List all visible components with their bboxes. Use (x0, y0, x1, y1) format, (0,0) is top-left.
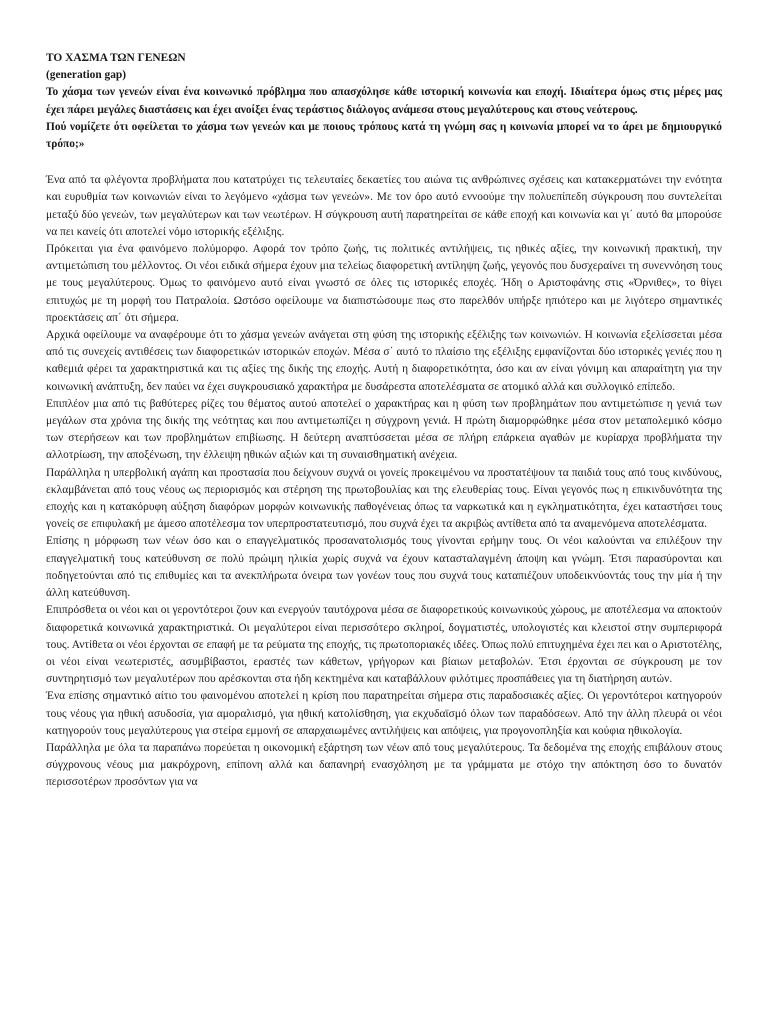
body-paragraph: Επίσης η μόρφωση των νέων όσο και ο επαγγελματικός προσανατολισμός τους γίνονται ερήμην τους. Οι νέοι καλούνται να επιλέξουν την επαγγελματική τους κατεύθυνση σε πολύ πρώιμη ηλικία χωρίς συχνά να έχουν κατασταλαγμένη άποψη και γνώμη. Έτσι παρασύρονται και ποδηγετούνται από τις επιθυμίες και τα ανεκπλήρωτα όνειρα των γονέων τους που συχνά τους καταπιέζουν υποδεικνύοντάς τους την μία ή την άλλη κατεύθυνση. (46, 535, 722, 600)
essay-body (46, 172, 722, 791)
body-paragraph: Ένα επίσης σημαντικό αίτιο του φαινομένου αποτελεί η κρίση που παρατηρείται σήμερα στις παραδοσιακές αξίες. Οι γεροντότεροι κατηγορούν τους νέους για ηθική ασυδοσία, για αμοραλισμό, για ηθική κατολίσθηση, για εκχυδαϊσμό όλων των παραδόσεων. Από την άλλη πλευρά οι νέοι κατηγορούν τους μεγαλύτερους για στείρα εμμονή σε απαρχαιωμένες αντιλήψεις και απόψεις, για προγονοπληξία και κούφια ηθικολογία. (46, 690, 722, 737)
heading-block (46, 50, 722, 153)
body-paragraph: Επιπρόσθετα οι νέοι και οι γεροντότεροι ζουν και ενεργούν ταυτόχρονα μέσα σε διαφορετικούς κοινωνικούς χώρους, με αποτέλεσμα να αποκτούν διαφορετικά κοινωνικά χαρακτηριστικά. Οι μεγαλύτεροι είναι περισσότερο σκληροί, δογματιστές, υπολογιστές και κλειστοί στην συμπεριφορά τους. Αντίθετα οι νέοι έρχονται σε επαφή με τα ρεύματα της εποχής, τις πρωτοποριακές ιδέες. Όπως πολύ επιτυχημένα έχει πει και ο Αριστοτέλης, οι νέοι είναι νεωτεριστές, ασυμβίβαστοι, εραστές των κάθετων, γρήγορων και βίαιων μεταβολών. Έτσι έρχονται σε σύγκρουση με τον συντηρητισμό των μεγαλυτέρων που αρέσκονται στα ήδη κεκτημένα και καταβάλλουν φιλότιμες προσπάθειες για τη διατήρηση αυτών. (46, 604, 722, 686)
question-paragraph: Πού νομίζετε ότι οφείλεται το χάσμα των γενεών και με ποιους τρόπους κατά τη γνώμη σας η κοινωνία μπορεί να το άρει με δημιουργικό τρόπο;» (46, 120, 722, 151)
body-paragraph: Πρόκειται για ένα φαινόμενο πολύμορφο. Αφορά τον τρόπο ζωής, τις πολιτικές αντιλήψεις, τις ηθικές αξίες, την κοινωνική πρακτική, την αντιμετώπιση του μέλλοντος. Οι νέοι ειδικά σήμερα έχουν μια τελείως διαφορετική αντίληψη ζωής, γεγονός που δυσχεραίνει τη συνεννόηση τους με τους μεγαλύτερους. Όμως το φαινόμενο αυτό είναι γνωστό σε όλες τις ιστορικές εποχές. Ήδη ο Αριστοφάνης στις «Όρνιθες», το θίγει επιτυχώς με τη μορφή του Πατραλοία. Ωστόσο οφείλουμε να διαπιστώσουμε πως στο παρελθόν υπήρξε ηπιότερο και με λιγότερο σημαντικές προεκτάσεις απ΄ ότι σήμερα. (46, 243, 722, 324)
body-paragraph: Επιπλέον μια από τις βαθύτερες ρίζες του θέματος αυτού αποτελεί ο χαρακτήρας και η φύση των προβλημάτων που αντιμετώπισε η γενιά των μεγάλων στα χρόνια της δικής της νεότητας και που αντιμετωπίζει η σύγχρονη γενιά. Η πρώτη διαμορφώθηκε μέσα στον μεταπολεμικό κόσμο των στερήσεων και των προβλημάτων επιβίωσης. Η δεύτερη αναπτύσσεται μέσα σε πλήρη επάρκεια αγαθών με κυρίαρχα προβλήματα την αλλοτρίωση, την αποξένωση, την έλλειψη ηθικών αξιών και τη συναισθηματική ανέχεια. (46, 397, 722, 462)
document-page (46, 50, 722, 792)
body-paragraph: Παράλληλα η υπερβολική αγάπη και προστασία που δείχνουν συχνά οι γονείς προκειμένου να προστατέψουν τα παιδιά τους από τους κινδύνους, εκλαμβάνεται από τους νέους ως περιορισμός και στέρηση της πρωτοβουλίας και της ελευθερίας τους. Είναι γεγονός πως η επικινδυνότητα της εποχής και η κατακόρυφη αύξηση διαφόρων μορφών κοινωνικής παθογένειας όπως τα ναρκωτικά και η εγκληματικότητα, έχει καταστήσει τους γονείς σε επιφυλακή με άμεσο αποτέλεσμα τον υπερπροστατευτισμό, που συχνά έχει τα ακριβώς αντίθετα από τα αναμενόμενα αποτελέσματα. (46, 466, 722, 531)
intro-paragraph: Το χάσμα των γενεών είναι ένα κοινωνικό πρόβλημα που απασχόλησε κάθε ιστορική κοινωνία και εποχή. Ιδιαίτερα όμως στις μέρες μας έχει πάρει μεγάλες διαστάσεις και έχει ανοίξει ένας τεράστιος διάλογος ανάμεσα στους μεγαλύτερους και στους νεότερους. (46, 86, 722, 116)
body-paragraph: Ένα από τα φλέγοντα προβλήματα που κατατρύχει τις τελευταίες δεκαετίες του αιώνα τις ανθρώπινες σχέσεις και κατακερματώνει την ενότητα και ευρυθμία των κοινωνιών είναι το λεγόμενο «χάσμα των γενεών». Με τον όρο αυτό εννοούμε την πολυεπίπεδη σύγκρουση που συντελείται μεταξύ δύο γενεών, των μεγαλύτερων και των νεωτέρων. Η σύγκρουση αυτή παρατηρείται σε κάθε εποχή και κοινωνία και γι΄ αυτό θα μπορούσε να πει κανείς ότι αποτελεί νόμο ιστορικής εξέλιξης. (46, 174, 722, 238)
body-paragraph: Αρχικά οφείλουμε να αναφέρουμε ότι το χάσμα γενεών ανάγεται στη φύση της ιστορικής εξέλιξης των κοινωνιών. Η κοινωνία εξελίσσεται μέσα από τις συνεχείς αντιθέσεις των διαφορετικών ιστορικών εποχών. Μέσα σ΄ αυτό το πλαίσιο της εξέλιξης εμφανίζονται δύο ιστορικές γενιές που η καθεμιά φέρει τα χαρακτηριστικά και τις αξίες της δικής της εποχής. Αυτή η διαφορετικότητα, όσο και αν είναι γόνιμη και απαραίτητη για την κοινωνική ανάπτυξη, δεν παύει να έχει συγκρουσιακό χαρακτήρα με δυσάρεστα αποτελέσματα σε ατομικό αλλά και συλλογικό επίπεδο. (46, 329, 722, 393)
document-title: ΤΟ ΧΑΣΜΑ ΤΩΝ ΓΕΝΕΩΝ (46, 52, 186, 64)
body-paragraph: Παράλληλα με όλα τα παραπάνω πορεύεται η οικονομική εξάρτηση των νέων από τους μεγαλύτερους. Τα δεδομένα της εποχής επιβάλουν στους σύγχρονους νέους μια μακρόχρονη, επίπονη αλλά και δαπανηρή ενασχόληση με τα γράμματα με στόχο την απόκτηση όσο το δυνατόν περισσοτέρων προσόντων για να (46, 741, 722, 789)
document-subtitle: (generation gap) (46, 69, 127, 82)
